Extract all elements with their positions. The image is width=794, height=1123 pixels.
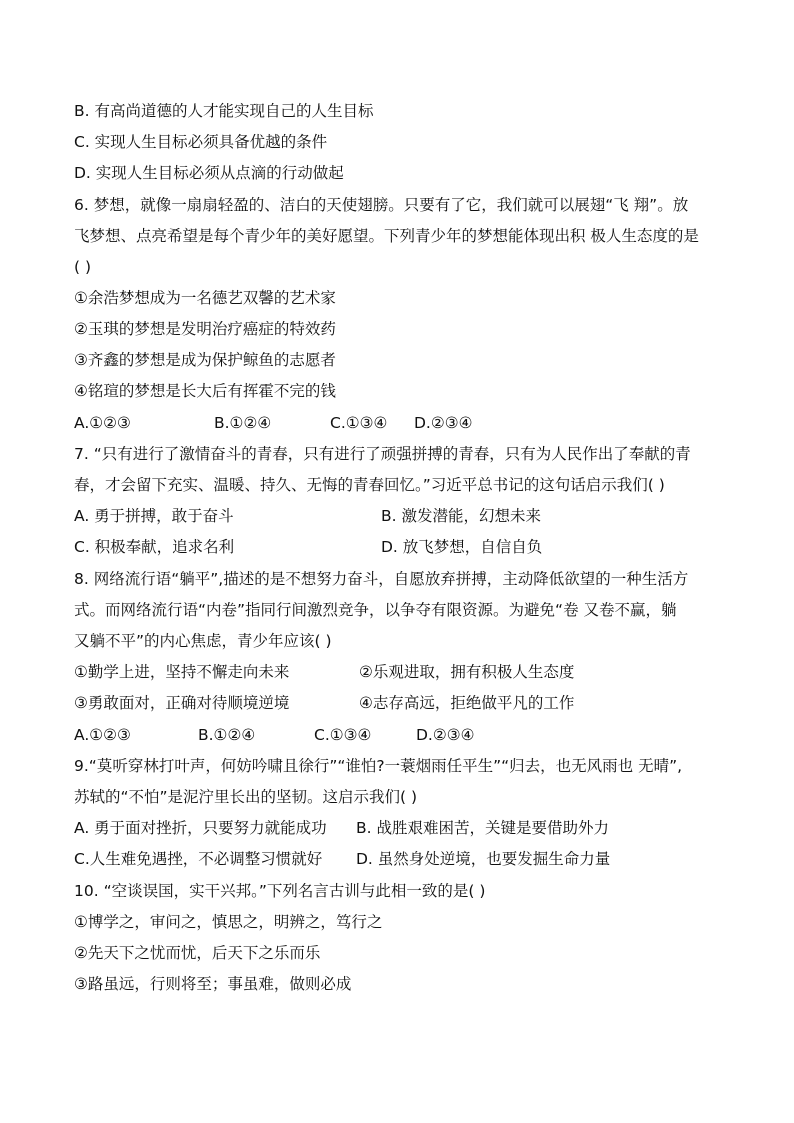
q7-choice-a: A. 勇于拼搏，敢于奋斗: [74, 507, 234, 525]
q7-stem-line-1: 7. “只有进行了激情奋斗的青春，只有进行了顽强拼搏的青春，只有为人民作出了奉献的青: [74, 445, 691, 463]
q6-choice-c: C.①③④: [330, 414, 388, 432]
q10-statement-2: ②先天下之忧而忧，后天下之乐而乐: [74, 944, 321, 962]
q8-stem-line-2: 式。而网络流行语“内卷”指同行间激烈竞争，以争夺有限资源。为避免“卷 又卷不赢，躺: [74, 601, 677, 619]
q8-statement-1: ①勤学上进，坚持不懈走向未来: [74, 663, 290, 681]
q6-stem-line-1: 6. 梦想，就像一扇扇轻盈的、洁白的天使翅膀。只要有了它，我们就可以展翅“飞 翔”。放: [74, 196, 689, 214]
q8-statement-2: ②乐观进取，拥有积极人生态度: [359, 663, 575, 681]
q10-statement-1: ①博学之，审问之，慎思之，明辨之，笃行之: [74, 913, 383, 931]
q6-statement-1: ①余浩梦想成为一名德艺双馨的艺术家: [74, 289, 336, 307]
q9-stem-line-1: 9.“莫听穿林打叶声，何妨吟啸且徐行”“谁怕?一蓑烟雨任平生”“归去，也无风雨也 无晴”,: [74, 757, 683, 775]
q9-choice-d: D. 虽然身处逆境，也要发掘生命力量: [356, 850, 611, 868]
q6-answer-blank: ( ): [74, 258, 92, 276]
q6-choice-b: B.①②④: [214, 414, 272, 432]
q8-statements-34: [74, 693, 724, 713]
q5-option-c: C. 实现人生目标必须具备优越的条件: [74, 133, 328, 151]
q6-choice-a: A.①②③: [74, 414, 131, 432]
q7-choice-d: D. 放飞梦想，自信自负: [381, 538, 543, 556]
q8-choice-c: C.①③④: [314, 726, 372, 744]
q7-choices-ab: [74, 506, 724, 526]
q9-choice-a: A. 勇于面对挫折，只要努力就能成功: [74, 819, 327, 837]
q7-choice-c: C. 积极奉献，追求名利: [74, 538, 235, 556]
q7-stem-line-2: 春，才会留下充实、温暖、持久、无悔的青春回忆。”习近平总书记的这句话启示我们( ): [74, 476, 665, 494]
q9-stem-line-2: 苏轼的“不怕”是泥泞里长出的坚韧。这启示我们( ): [74, 788, 418, 806]
q8-statements-12: [74, 662, 724, 682]
q7-choices-cd: [74, 537, 724, 557]
q9-choice-b: B. 战胜艰难困苦，关键是要借助外力: [356, 819, 609, 837]
q6-statement-4: ④铭瑄的梦想是长大后有挥霍不完的钱: [74, 382, 336, 400]
q8-choices: [74, 725, 724, 745]
q5-option-d: D. 实现人生目标必须从点滴的行动做起: [74, 164, 344, 182]
q8-stem-line-1: 8. 网络流行语“躺平”,描述的是不想努力奋斗，自愿放弃拼搏，主动降低欲望的一种生活方: [74, 570, 689, 588]
q8-statement-3: ③勇敢面对，正确对待顺境逆境: [74, 694, 290, 712]
q8-stem-line-3: 又躺不平”的内心焦虑，青少年应该( ): [74, 632, 332, 650]
q7-choice-b: B. 激发潜能，幻想未来: [381, 507, 541, 525]
q9-choices-cd: [74, 849, 724, 869]
q10-stem: 10. “空谈误国，实干兴邦。”下列名言古训与此相一致的是( ): [74, 882, 486, 900]
q8-choice-a: A.①②③: [74, 726, 131, 744]
q5-option-b: B. 有高尚道德的人才能实现自己的人生目标: [74, 102, 374, 120]
q9-choices-ab: [74, 818, 724, 838]
q8-choice-d: D.②③④: [416, 726, 475, 744]
q9-choice-c: C.人生难免遇挫，不必调整习惯就好: [74, 850, 323, 868]
q8-statement-4: ④志存高远，拒绝做平凡的工作: [359, 694, 575, 712]
q6-statement-2: ②玉琪的梦想是发明治疗癌症的特效药: [74, 320, 336, 338]
q6-statement-3: ③齐鑫的梦想是成为保护鲸鱼的志愿者: [74, 351, 336, 369]
q6-choice-d: D.②③④: [414, 414, 473, 432]
q6-stem-line-2: 飞梦想、点亮希望是每个青少年的美好愿望。下列青少年的梦想能体现出积 极人生态度的是: [74, 227, 699, 245]
q8-choice-b: B.①②④: [198, 726, 256, 744]
q6-choices: [74, 413, 724, 433]
q10-statement-3: ③路虽远，行则将至；事虽难，做则必成: [74, 975, 352, 993]
